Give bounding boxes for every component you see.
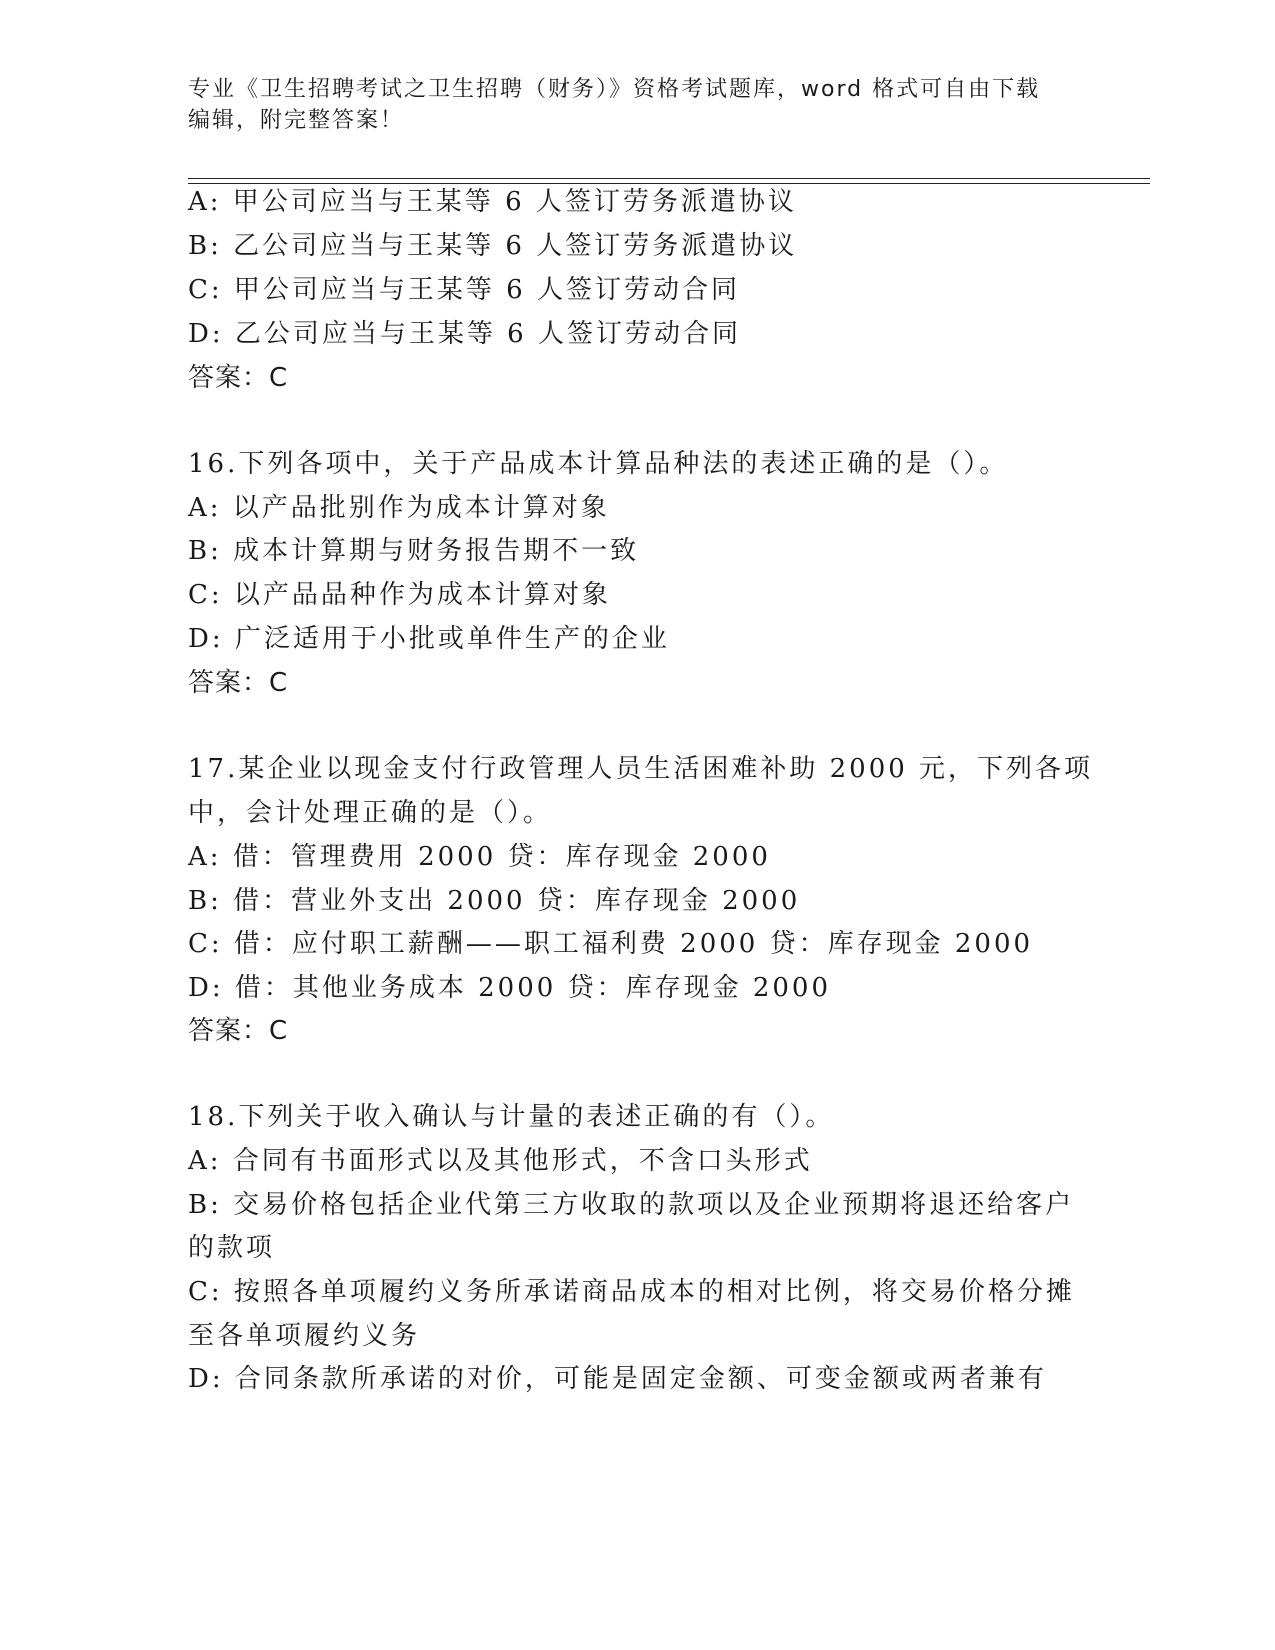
q16-option-c: C: 以产品品种作为成本计算对象 xyxy=(188,580,611,610)
header-line-1: 专业《卫生招聘考试之卫生招聘（财务）》资格考试题库，word 格式可自由下载 xyxy=(188,77,1041,102)
document-header xyxy=(188,74,1088,136)
header-line-2: 编辑，附完整答案！ xyxy=(188,108,405,133)
q16-option-b: B: 成本计算期与财务报告期不一致 xyxy=(188,536,640,566)
q16-answer: 答案：C xyxy=(188,668,289,698)
q15-option-c: C: 甲公司应当与王某等 6 人签订劳动合同 xyxy=(188,275,740,305)
q15-option-a: A: 甲公司应当与王某等 6 人签订劳务派遣协议 xyxy=(188,187,797,217)
q17-question-line-2: 中，会计处理正确的是（）。 xyxy=(188,798,553,828)
q17-option-c: C: 借：应付职工薪酬——职工福利费 2000 贷：库存现金 2000 xyxy=(188,929,1034,959)
q15-answer: 答案：C xyxy=(188,363,289,393)
q15-option-d: D: 乙公司应当与王某等 6 人签订劳动合同 xyxy=(188,319,741,349)
q17-answer: 答案：C xyxy=(188,1016,289,1046)
q16-question: 16.下列各项中，关于产品成本计算品种法的表述正确的是（）。 xyxy=(188,449,1009,479)
q16-option-a: A: 以产品批别作为成本计算对象 xyxy=(188,493,610,523)
q18-option-b-line-1: B: 交易价格包括企业代第三方收取的款项以及企业预期将退还给客户 xyxy=(188,1190,1075,1220)
q18-option-b-line-2: 的款项 xyxy=(188,1233,276,1263)
q18-question: 18.下列关于收入确认与计量的表述正确的有（）。 xyxy=(188,1102,835,1132)
q18-option-c-line-2: 至各单项履约义务 xyxy=(188,1321,421,1351)
q17-option-b: B: 借：营业外支出 2000 贷：库存现金 2000 xyxy=(188,886,801,916)
q18-option-d: D: 合同条款所承诺的对价，可能是固定金额、可变金额或两者兼有 xyxy=(188,1364,1047,1394)
q18-option-c-line-1: C: 按照各单项履约义务所承诺商品成本的相对比例，将交易价格分摊 xyxy=(188,1277,1075,1307)
q17-option-d: D: 借：其他业务成本 2000 贷：库存现金 2000 xyxy=(188,973,832,1003)
q18-option-a: A: 合同有书面形式以及其他形式，不含口头形式 xyxy=(188,1146,813,1176)
q15-option-b: B: 乙公司应当与王某等 6 人签订劳务派遣协议 xyxy=(188,231,798,261)
q17-option-a: A: 借：管理费用 2000 贷：库存现金 2000 xyxy=(188,842,771,872)
q16-option-d: D: 广泛适用于小批或单件生产的企业 xyxy=(188,624,670,654)
q17-question-line-1: 17.某企业以现金支付行政管理人员生活困难补助 2000 元，下列各项 xyxy=(188,754,1094,784)
header-divider-top xyxy=(188,178,1150,179)
header-divider-bottom xyxy=(188,183,1150,184)
